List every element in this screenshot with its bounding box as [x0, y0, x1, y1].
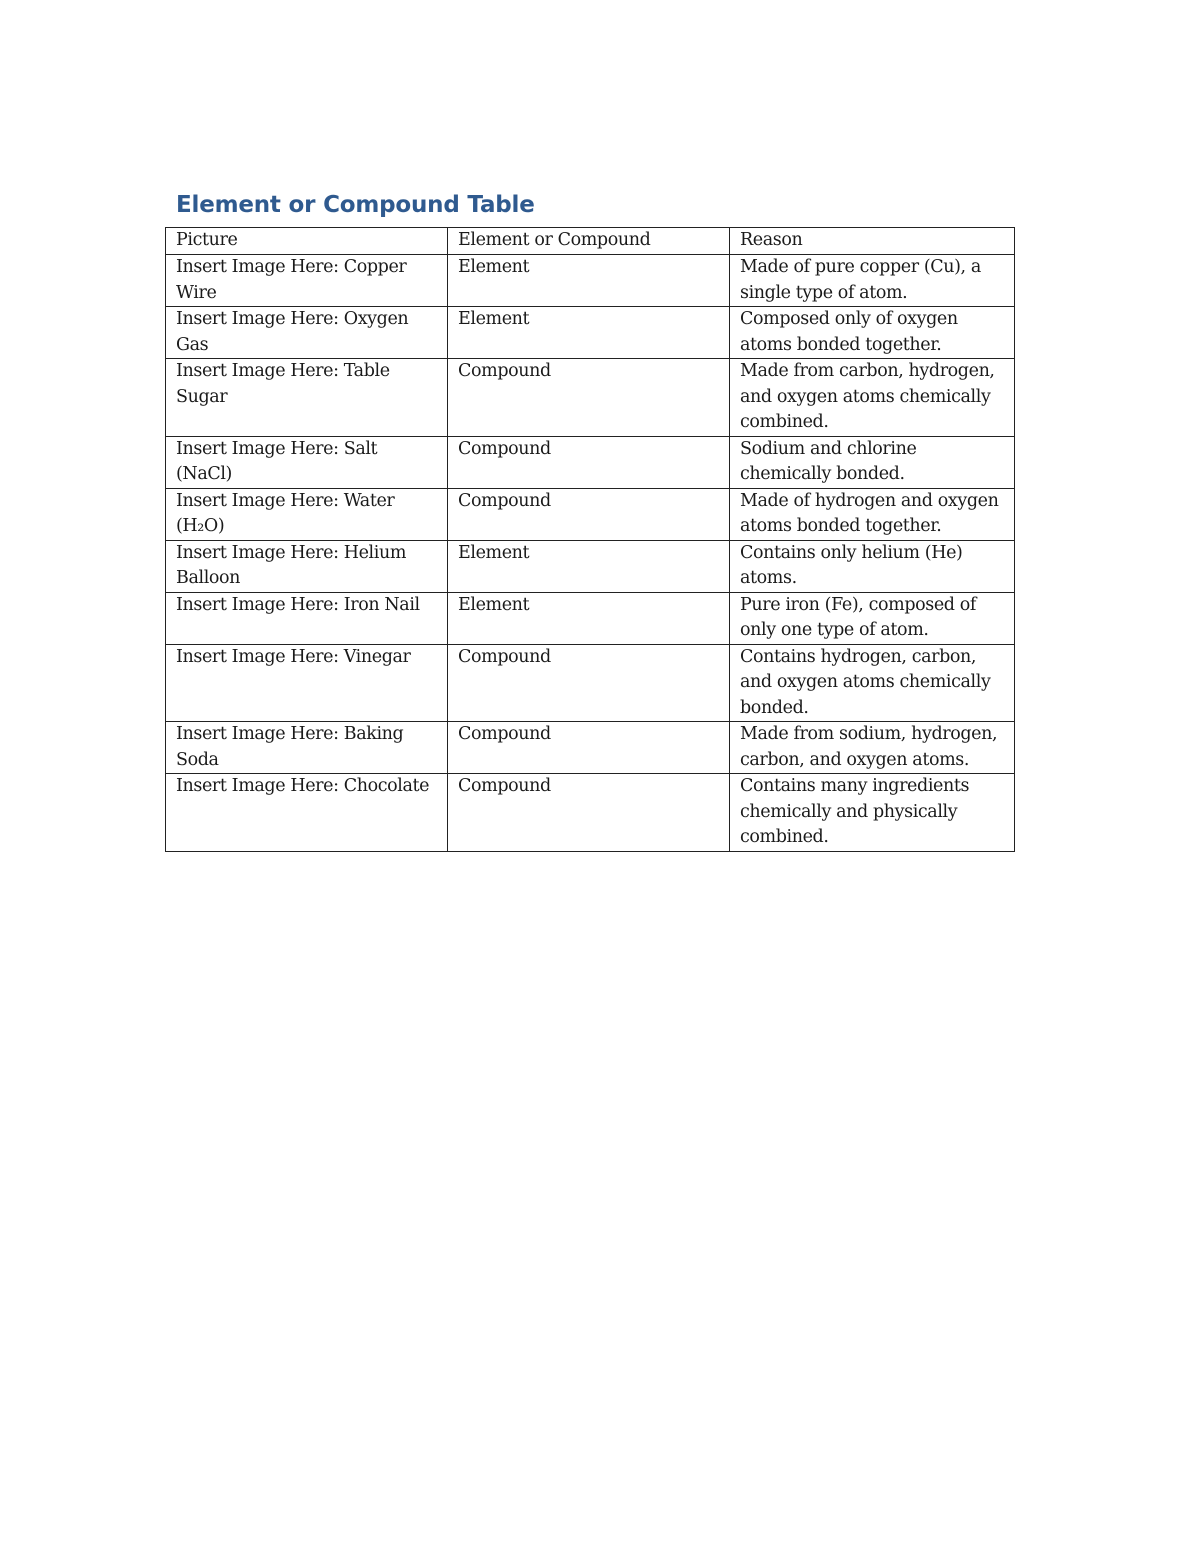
- reason-cell: Contains hydrogen, carbon, and oxygen atoms chemically bonded.: [730, 644, 1015, 722]
- picture-cell: Insert Image Here: Table Sugar: [166, 359, 448, 437]
- column-header-reason: Reason: [730, 228, 1015, 255]
- classification-cell: Compound: [448, 774, 730, 852]
- classification-cell: Element: [448, 592, 730, 644]
- picture-cell: Insert Image Here: Iron Nail: [166, 592, 448, 644]
- reason-cell: Contains many ingredients chemically and physically combined.: [730, 774, 1015, 852]
- picture-cell: Insert Image Here: Vinegar: [166, 644, 448, 722]
- reason-cell: Made of hydrogen and oxygen atoms bonded together.: [730, 488, 1015, 540]
- classification-cell: Compound: [448, 436, 730, 488]
- picture-cell: Insert Image Here: Salt (NaCl): [166, 436, 448, 488]
- reason-cell: Contains only helium (He) atoms.: [730, 540, 1015, 592]
- element-compound-table: [165, 227, 1015, 852]
- table-row: [166, 359, 1015, 437]
- table-header-row: [166, 228, 1015, 255]
- classification-cell: Compound: [448, 722, 730, 774]
- reason-cell: Made from carbon, hydrogen, and oxygen atoms chemically combined.: [730, 359, 1015, 437]
- table-row: [166, 722, 1015, 774]
- picture-cell: Insert Image Here: Oxygen Gas: [166, 307, 448, 359]
- picture-cell: Insert Image Here: Copper Wire: [166, 255, 448, 307]
- column-header-element-or-compound: Element or Compound: [448, 228, 730, 255]
- table-row: [166, 255, 1015, 307]
- picture-cell: Insert Image Here: Water (H₂O): [166, 488, 448, 540]
- table-row: [166, 540, 1015, 592]
- table-row: [166, 488, 1015, 540]
- classification-cell: Element: [448, 307, 730, 359]
- classification-cell: Compound: [448, 359, 730, 437]
- picture-cell: Insert Image Here: Baking Soda: [166, 722, 448, 774]
- reason-cell: Sodium and chlorine chemically bonded.: [730, 436, 1015, 488]
- table-row: [166, 307, 1015, 359]
- table-row: [166, 644, 1015, 722]
- table-row: [166, 436, 1015, 488]
- classification-cell: Compound: [448, 644, 730, 722]
- column-header-picture: Picture: [166, 228, 448, 255]
- picture-cell: Insert Image Here: Chocolate: [166, 774, 448, 852]
- reason-cell: Made of pure copper (Cu), a single type of atom.: [730, 255, 1015, 307]
- classification-cell: Element: [448, 540, 730, 592]
- reason-cell: Made from sodium, hydrogen, carbon, and oxygen atoms.: [730, 722, 1015, 774]
- reason-cell: Composed only of oxygen atoms bonded together.: [730, 307, 1015, 359]
- picture-cell: Insert Image Here: Helium Balloon: [166, 540, 448, 592]
- classification-cell: Element: [448, 255, 730, 307]
- page-title: Element or Compound Table: [176, 192, 535, 218]
- classification-cell: Compound: [448, 488, 730, 540]
- table-row: [166, 592, 1015, 644]
- table-row: [166, 774, 1015, 852]
- reason-cell: Pure iron (Fe), composed of only one type of atom.: [730, 592, 1015, 644]
